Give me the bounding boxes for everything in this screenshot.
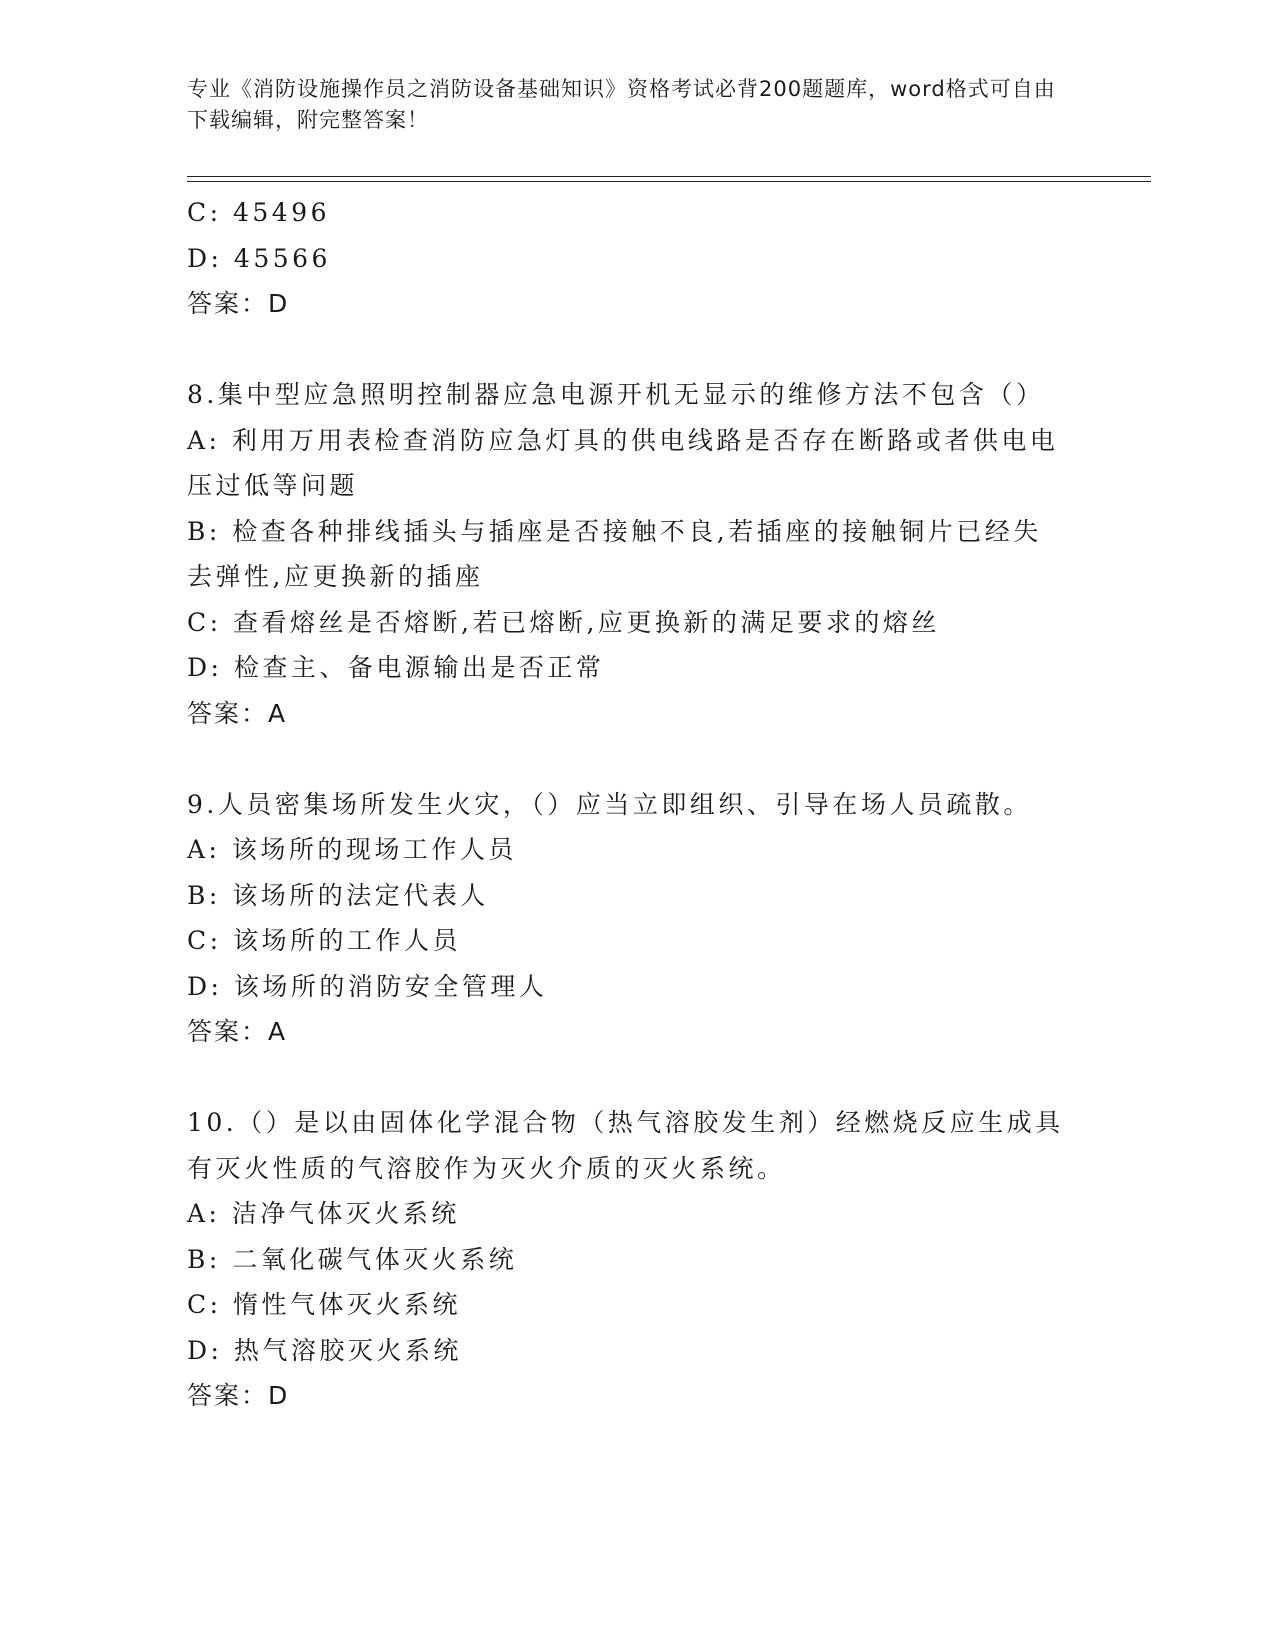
header-rule-bottom — [187, 181, 1151, 182]
option-a: A: 利用万用表检查消防应急灯具的供电线路是否存在断路或者供电电压过低等问题 — [187, 425, 1059, 500]
answer-line: 答案：A — [187, 1017, 288, 1046]
option-b: B: 检查各种排线插头与插座是否接触不良,若插座的接触铜片已经失去弹性,应更换新的插座 — [187, 516, 1042, 591]
option-c: C: 45496 — [187, 198, 331, 227]
question-list — [187, 190, 1067, 1419]
option-b: B: 该场所的法定代表人 — [187, 880, 489, 910]
header-rule-top — [187, 176, 1151, 177]
question-9 — [187, 782, 1067, 1055]
question-stem: 10.（）是以由固体化学混合物（热气溶胶发生剂）经燃烧反应生成具有灭火性质的气溶胶作为灭火介质的灭火系统。 — [187, 1108, 1064, 1183]
option-a: A: 洁净气体灭火系统 — [187, 1199, 460, 1228]
option-d: D: 热气溶胶灭火系统 — [187, 1335, 462, 1365]
option-d: D: 该场所的消防安全管理人 — [187, 971, 548, 1001]
option-a: A: 该场所的现场工作人员 — [187, 835, 517, 864]
question-10 — [187, 1100, 1067, 1419]
option-d: D: 45566 — [187, 243, 331, 273]
answer-line: 答案：D — [187, 289, 290, 318]
question-stem: 8.集中型应急照明控制器应急电源开机无显示的维修方法不包含（） — [187, 380, 1045, 409]
answer-line: 答案：D — [187, 1381, 290, 1410]
previous-question-tail — [187, 190, 1067, 327]
option-b: B: 二氧化碳气体灭火系统 — [187, 1244, 518, 1274]
spacer — [187, 327, 1067, 373]
option-c: C: 查看熔丝是否熔断,若已熔断,应更换新的满足要求的熔丝 — [187, 607, 940, 637]
spacer — [187, 736, 1067, 782]
question-stem: 9.人员密集场所发生火灾，（）应当立即组织、引导在场人员疏散。 — [187, 789, 1032, 819]
spacer — [187, 1055, 1067, 1101]
option-c: C: 该场所的工作人员 — [187, 926, 461, 955]
option-c: C: 惰性气体灭火系统 — [187, 1290, 461, 1319]
question-8 — [187, 372, 1067, 736]
option-d: D: 检查主、备电源输出是否正常 — [187, 653, 605, 682]
answer-line: 答案：A — [187, 698, 288, 728]
document-header: 专业《消防设施操作员之消防设备基础知识》资格考试必背200题题库，word格式可自由下载编辑，附完整答案！ — [187, 77, 1056, 132]
